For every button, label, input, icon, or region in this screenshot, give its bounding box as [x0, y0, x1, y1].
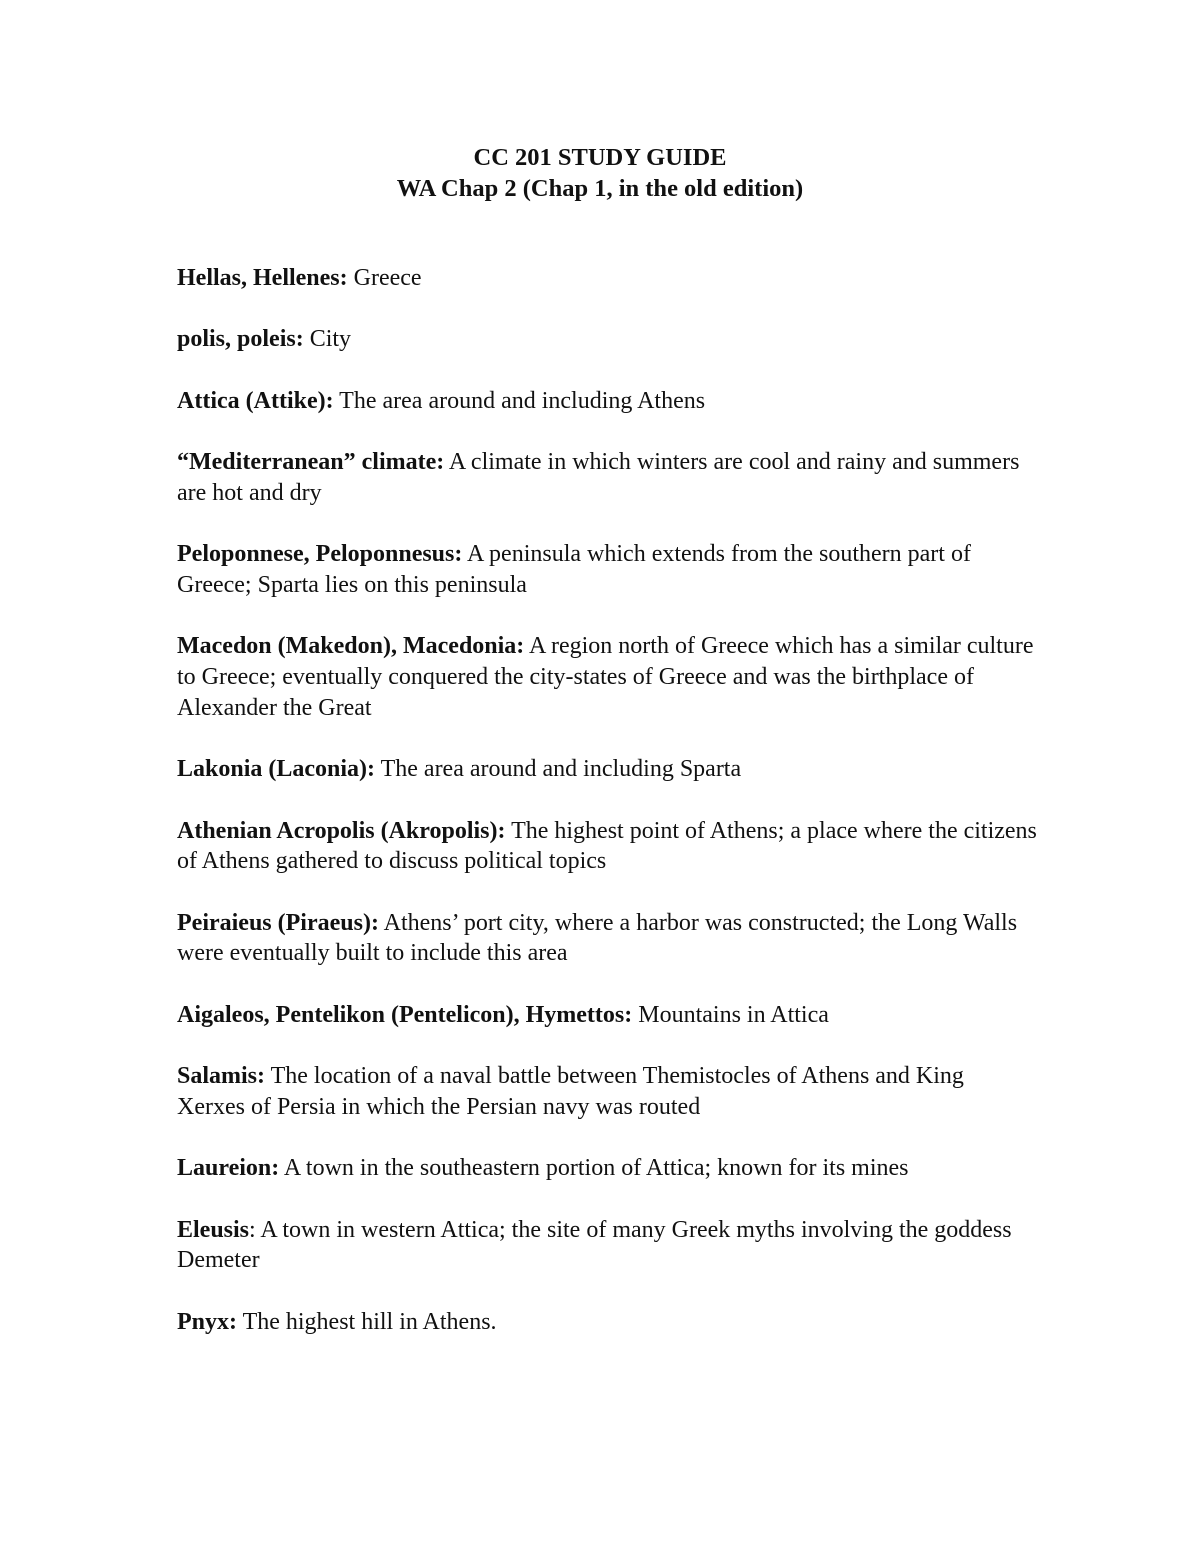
glossary-definition: The location of a naval battle between Themistocles of Athens and King Xerxes of Persia in which the Persian navy was routed: [177, 1063, 964, 1120]
glossary-definition: : A town in western Attica; the site of many Greek myths involving the goddess Demeter: [177, 1216, 1012, 1274]
glossary-definition: The highest hill in Athens.: [237, 1308, 497, 1335]
glossary-term: Attica (Attike):: [177, 387, 334, 414]
glossary-term: Pnyx:: [177, 1308, 237, 1335]
glossary-term: Laureion:: [177, 1155, 280, 1182]
glossary-term: Aigaleos, Pentelikon (Pentelicon), Hymettos:: [177, 1001, 633, 1028]
glossary-list: [177, 263, 1037, 1368]
glossary-definition: A climate in which winters are cool and rainy and summers are hot and dry: [177, 449, 1020, 506]
glossary-term: polis, poleis:: [177, 326, 304, 353]
document-subtitle: WA Chap 2 (Chap 1, in the old edition): [396, 175, 804, 202]
glossary-entry-pnyx: [177, 1307, 1037, 1338]
glossary-definition: A peninsula which extends from the southern part of Greece; Sparta lies on this peninsula: [177, 541, 971, 598]
glossary-term: Peloponnese, Peloponnesus:: [177, 541, 463, 568]
glossary-entry-laureion: [177, 1153, 1037, 1184]
glossary-definition: The area around and including Sparta: [375, 756, 742, 783]
glossary-entry-peiraieus: [177, 908, 1037, 969]
document-title: CC 201 STUDY GUIDE: [473, 144, 727, 171]
glossary-entry-peloponnese: [177, 539, 1037, 600]
glossary-definition: The area around and including Athens: [333, 387, 706, 414]
glossary-definition: City: [303, 326, 352, 353]
glossary-entry-acropolis: [177, 816, 1037, 877]
glossary-term: Macedon (Makedon), Macedonia:: [177, 633, 525, 660]
glossary-definition: Athens’ port city, where a harbor was constructed; the Long Walls were eventually built to include this area: [177, 909, 1018, 967]
glossary-definition: The highest point of Athens; a place where the citizens of Athens gathered to discuss political topics: [177, 817, 1037, 875]
glossary-entry-hellas: [177, 263, 1037, 294]
glossary-definition: A region north of Greece which has a similar culture to Greece; eventually conquered the city-states of Greece and was the birthplace of Alexander the Great: [177, 633, 1034, 721]
glossary-term: Hellas, Hellenes:: [177, 265, 348, 291]
glossary-entry-mediterranean-climate: [177, 447, 1037, 508]
glossary-entry-attica: [177, 386, 1037, 417]
glossary-definition: Mountains in Attica: [632, 1001, 829, 1028]
glossary-entry-polis: [177, 324, 1037, 355]
glossary-entry-mountains: [177, 1000, 1037, 1031]
glossary-term: “Mediterranean” climate:: [177, 449, 445, 476]
glossary-definition: Greece: [347, 265, 422, 291]
glossary-term: Eleusis: [177, 1216, 250, 1243]
glossary-term: Lakonia (Laconia):: [177, 756, 376, 783]
document-header: [0, 142, 1200, 204]
glossary-entry-macedon: [177, 631, 1037, 723]
glossary-term: Athenian Acropolis (Akropolis):: [177, 817, 506, 844]
glossary-entry-lakonia: [177, 754, 1037, 785]
glossary-term: Salamis:: [177, 1063, 266, 1090]
glossary-term: Peiraieus (Piraeus):: [177, 909, 379, 936]
glossary-entry-eleusis: [177, 1215, 1037, 1276]
glossary-definition: A town in the southeastern portion of Attica; known for its mines: [279, 1155, 909, 1182]
glossary-entry-salamis: [177, 1061, 1037, 1122]
